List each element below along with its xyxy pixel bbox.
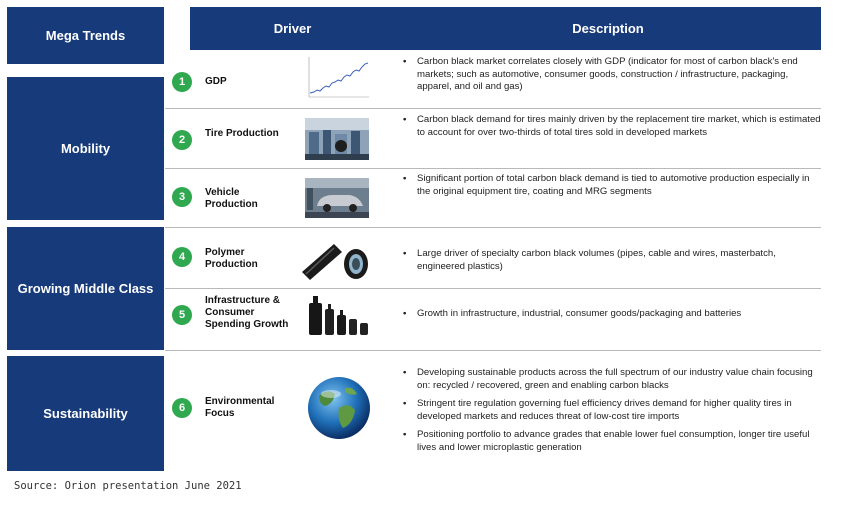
number-badge: 4 bbox=[172, 247, 192, 267]
driver-label: Tire Production bbox=[205, 128, 279, 139]
description-cell bbox=[403, 308, 821, 327]
row-separator bbox=[165, 350, 821, 351]
row-separator bbox=[165, 108, 821, 109]
globe-photo-icon bbox=[305, 374, 373, 442]
tire-factory-photo-icon bbox=[305, 118, 369, 160]
trend-growing-middle-class: Growing Middle Class bbox=[7, 227, 164, 350]
gdp-chart-image bbox=[303, 55, 371, 103]
number-badge: 5 bbox=[172, 305, 192, 325]
mega-trends-header: Mega Trends bbox=[7, 7, 164, 64]
driver-label: Polymer Production bbox=[205, 247, 258, 270]
source-note: Source: Orion presentation June 2021 bbox=[14, 480, 242, 492]
globe-image bbox=[305, 374, 373, 442]
tire-factory-image bbox=[305, 118, 369, 160]
description-cell bbox=[403, 367, 821, 461]
driver-label: Infrastructure & Consumer Spending Growth bbox=[205, 295, 289, 330]
number-badge: 2 bbox=[172, 130, 192, 150]
trend-mobility: Mobility bbox=[7, 77, 164, 220]
row-separator bbox=[165, 227, 821, 228]
trend-sustainability: Sustainability bbox=[7, 356, 164, 471]
driver-label: GDP bbox=[205, 76, 227, 87]
car-assembly-image bbox=[305, 178, 369, 218]
driver-label: Vehicle Production bbox=[205, 187, 258, 210]
car-assembly-photo-icon bbox=[305, 178, 369, 218]
driver-header: Driver bbox=[190, 7, 395, 50]
description-bullet: • Carbon black market correlates closely with GDP (indicator for most of carbon black's end markets; such as automotive, consumer goods, construction / infrastructure, packaging, apparel, and oil and gas) bbox=[403, 56, 821, 94]
row-separator bbox=[165, 288, 821, 289]
number-badge: 6 bbox=[172, 398, 192, 418]
description-bullet: • Growth in infrastructure, industrial, consumer goods/packaging and batteries bbox=[403, 308, 821, 321]
description-cell bbox=[403, 248, 821, 279]
gdp-line-chart-icon bbox=[303, 55, 371, 103]
description-cell bbox=[403, 114, 821, 145]
description-bullet: • Developing sustainable products across the full spectrum of our industry value chain focusing on: recycled / recovered, green and enabling carbon blacks bbox=[403, 367, 821, 392]
description-bullet: • Positioning portfolio to advance grades that enable lower fuel consumption, longer tire useful lives and lower microplastic generation bbox=[403, 429, 821, 454]
description-cell bbox=[403, 56, 821, 100]
black-bottles-photo-icon bbox=[303, 293, 373, 337]
row-separator bbox=[165, 168, 821, 169]
description-header: Description bbox=[395, 7, 821, 50]
description-bullet: • Carbon black demand for tires mainly driven by the replacement tire market, which is estimated to account for over two-thirds of total tires sold in developed markets bbox=[403, 114, 821, 139]
driver-label: Environmental Focus bbox=[205, 396, 275, 419]
description-bullet: • Large driver of specialty carbon black volumes (pipes, cable and wires, masterbatch, engineered plastics) bbox=[403, 248, 821, 273]
description-bullet: • Significant portion of total carbon black demand is tied to automotive production especially in the original equipment tire, coating and MRG segments bbox=[403, 173, 821, 198]
number-badge: 3 bbox=[172, 187, 192, 207]
black-bottles-image bbox=[303, 293, 373, 337]
black-pipes-photo-icon bbox=[300, 238, 370, 282]
description-cell bbox=[403, 173, 821, 204]
description-bullet: • Stringent tire regulation governing fuel efficiency drives demand for higher quality tires in developed markets and reduces threat of low-cost tire imports bbox=[403, 398, 821, 423]
number-badge: 1 bbox=[172, 72, 192, 92]
black-pipes-image bbox=[300, 238, 370, 282]
